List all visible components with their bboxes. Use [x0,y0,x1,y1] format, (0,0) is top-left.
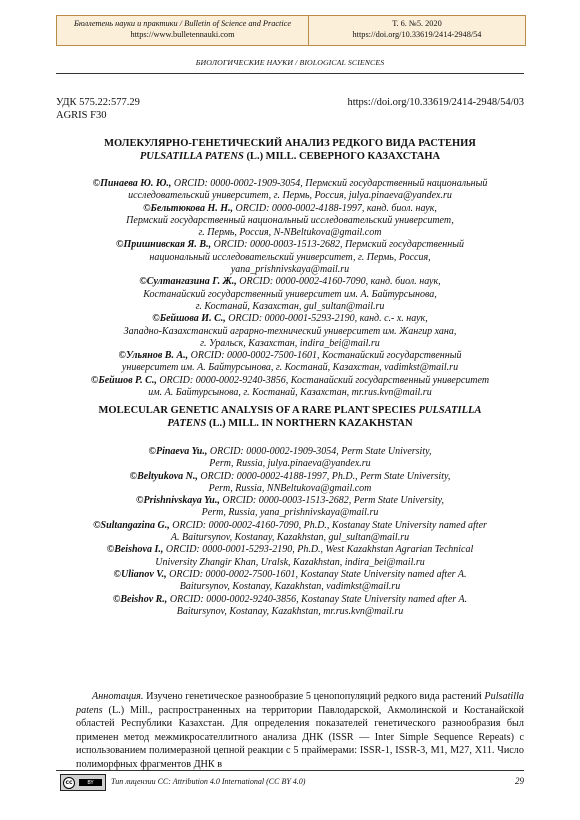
author-affiliation: ORCID: 0000-0002-4188-1997, Ph.D., Perm State University, [197,470,451,482]
author-name: ©Beishov R., [112,593,168,605]
author-affiliation: Западно-Казахстанский аграрно-технический университет им. Жангир хана, [123,325,457,337]
title-ru-line1: МОЛЕКУЛЯРНО-ГЕНЕТИЧЕСКИЙ АНАЛИЗ РЕДКОГО ВИДА РАСТЕНИЯ [104,138,476,149]
footer-divider [56,770,524,771]
abstract-text2: (L.) Mill., распространенных на территории Павлодарской, Акмолинской и Костанайской областей Республики Казахстан. Для определения показателей генетического разнообразия был применен метод межмикросателлитного анализа ДНК (ISSR — Inter Simple Sequence Repeats) с использованием полимеразной цепной реакции с 5 праймерами: ISSR-1, ISSR-3, M1, M27, X11. Число полиморфных фрагментов ДНК в [76,704,524,770]
author-affiliation: национальный исследовательский университет, г. Пермь, Россия, [149,251,431,263]
title-ru-line2 [56,150,524,163]
abstract-text1: Изучено генетическое разнообразие 5 ценопопуляций редкого вида растений [143,691,485,702]
header-left [57,16,309,45]
journal-header [56,15,526,46]
author-affiliation: г. Уральск, Казахстан, indira_bei@mail.ru [200,337,380,349]
author-line [56,483,524,495]
journal-issue: Т. 6. №5. 2020 [392,19,442,28]
author-line [56,569,524,581]
article-doi[interactable]: https://doi.org/10.33619/2414-2948/54/03 [347,97,524,108]
title-en [56,404,524,430]
title-en-species: PATENS [167,418,207,429]
author-affiliation: г. Пермь, Россия, N-NBeltukova@gmail.com [198,227,382,239]
author-affiliation: Perm, Russia, NNBeltukova@gmail.com [208,482,372,494]
author-line [56,276,524,288]
by-icon: BY [79,779,102,786]
authors-en [56,446,524,618]
abstract-label: Аннотация. [92,691,144,702]
author-line [56,507,524,519]
author-affiliation: ORCID: 0000-0002-9240-3856, Kostanay State University named after A. [167,593,468,605]
cc-icon: cc [63,777,75,789]
agris-code: AGRIS F30 [56,110,107,121]
author-name: ©Бейшова И. С., [152,313,226,325]
author-line [56,544,524,556]
title-ru-species: PULSATILLA PATENS [139,151,244,162]
author-affiliation: ORCID: 0000-0002-4188-1997, канд. биол. наук, [233,202,437,214]
author-line [56,557,524,569]
title-ru [56,137,524,163]
abstract-species: Pulsatilla patens [76,691,524,716]
header-right [309,16,525,45]
classification [56,96,140,122]
author-name: ©Ulianov V., [113,568,167,580]
author-name: ©Beishova I., [106,544,164,556]
author-line [56,289,524,301]
author-affiliation: ORCID: 0000-0002-7500-1601, Kostanay State University named after A. [166,568,467,580]
authors-ru [56,178,524,399]
udk-code: УДК 575.22:577.29 [56,97,140,108]
author-line [56,387,524,399]
author-line [56,520,524,532]
author-name: ©Пришнивская Я. В., [116,239,212,251]
author-affiliation: Baitursynov, Kostanay, Kazakhstan, vadimkst@mail.ru [179,581,401,593]
author-line [56,178,524,190]
author-line [56,301,524,313]
title-en-line1-text: MOLECULAR GENETIC ANALYSIS OF A RARE PLANT SPECIES [98,405,419,416]
author-affiliation: им. А. Байтурсынова, г. Костанай, Казахстан, mr.rus.kvn@mail.ru [148,387,432,399]
author-line [56,606,524,618]
author-line [56,362,524,374]
license-text: Тип лицензии CC: Attribution 4.0 International (CC BY 4.0) [111,777,306,786]
author-name: ©Бейшов Р. С., [90,374,157,386]
author-line [56,227,524,239]
author-affiliation: ORCID: 0000-0003-1513-2682, Пермский государственный [211,239,464,251]
author-affiliation: г. Костанай, Казахстан, gul_sultan@mail.ru [195,300,385,312]
author-line [56,594,524,606]
header-divider [56,73,524,74]
author-line [56,326,524,338]
author-line [56,471,524,483]
author-name: ©Beltyukova N., [129,470,198,482]
author-affiliation: ORCID: 0000-0002-9240-3856, Костанайский государственный университет [156,374,490,386]
author-line [56,203,524,215]
author-affiliation: ORCID: 0000-0001-5293-2190, канд. с.- х. наук, [225,313,428,325]
title-en-rest: (L.) MILL. IN NORTHERN KAZAKHSTAN [206,418,413,429]
author-affiliation: yana_prishnivskaya@mail.ru [230,264,350,276]
author-name: ©Бельтюкова Н. Н., [143,202,234,214]
author-line [56,532,524,544]
author-affiliation: Perm, Russia, yana_prishnivskaya@mail.ru [201,507,379,519]
title-en-genus: PULSATILLA [418,405,482,416]
author-affiliation: Костанайский государственный университет им. А. Байтурсынова, [143,288,437,300]
section-title: БИОЛОГИЧЕСКИЕ НАУКИ / BIOLOGICAL SCIENCES [195,58,385,67]
author-name: ©Prishnivskaya Yu., [135,495,220,507]
author-affiliation: ORCID: 0000-0001-5293-2190, Ph.D., West Kazakhstan Agrarian Technical [163,544,474,556]
author-affiliation: ORCID: 0000-0002-4160-7090, Ph.D., Kostanay State University named after [169,519,487,531]
journal-name: Бюллетень науки и практики / Bulletin of Science and Practice [73,19,292,28]
cc-license-badge[interactable] [60,774,106,791]
author-affiliation: Perm, Russia, julya.pinaeva@yandex.ru [209,458,371,470]
author-affiliation: Пермский государственный национальный исследовательский университет, [126,214,454,226]
title-en-line2 [56,417,524,430]
author-name: ©Пинаева Ю. Ю., [92,178,172,189]
author-affiliation: Baitursynov, Kostanay, Kazakhstan, mr.rus.kvn@mail.ru [176,605,404,617]
page-number: 29 [515,776,524,786]
abstract [76,690,524,772]
author-affiliation: ORCID: 0000-0002-1909-3054, Пермский государственный национальный [171,178,488,189]
author-name: ©Sultangazina G., [93,519,170,531]
author-affiliation: ORCID: 0000-0002-1909-3054, Perm State University, [207,446,432,457]
author-line [56,215,524,227]
author-line [56,458,524,470]
author-line [56,252,524,264]
author-line [56,495,524,507]
journal-site[interactable]: https://www.bulletennauki.com [130,30,235,39]
author-line [56,350,524,362]
author-line [56,446,524,458]
author-affiliation: исследовательский университет, г. Пермь, Россия, julya.pinaeva@yandex.ru [128,190,452,202]
author-affiliation: ORCID: 0000-0003-1513-2682, Perm State University, [219,495,445,507]
author-affiliation: университет им. А. Байтурсынова, г. Костанай, Казахстан, vadimkst@mail.ru [121,362,459,374]
author-affiliation: ORCID: 0000-0002-4160-7090, канд. биол. наук, [236,276,441,288]
author-line [56,375,524,387]
author-affiliation: University Zhangir Khan, Uralsk, Kazakhstan, indira_bei@mail.ru [155,556,425,568]
author-line [56,264,524,276]
author-line [56,313,524,325]
author-name: ©Ульянов В. А., [118,350,189,362]
author-line [56,338,524,350]
title-ru-rest: (L.) MILL. СЕВЕРНОГО КАЗАХСТАНА [243,151,441,162]
author-line [56,239,524,251]
author-name: ©Pinaeva Yu., [148,446,208,457]
author-name: ©Султангазина Г. Ж., [139,276,237,288]
author-affiliation: A. Baitursynov, Kostanay, Kazakhstan, gul_sultan@mail.ru [170,532,410,544]
author-line [56,581,524,593]
author-line [56,190,524,202]
author-affiliation: ORCID: 0000-0002-7500-1601, Костанайский государственный [188,350,462,362]
title-en-line1 [56,404,524,417]
journal-doi[interactable]: https://doi.org/10.33619/2414-2948/54 [352,30,482,39]
